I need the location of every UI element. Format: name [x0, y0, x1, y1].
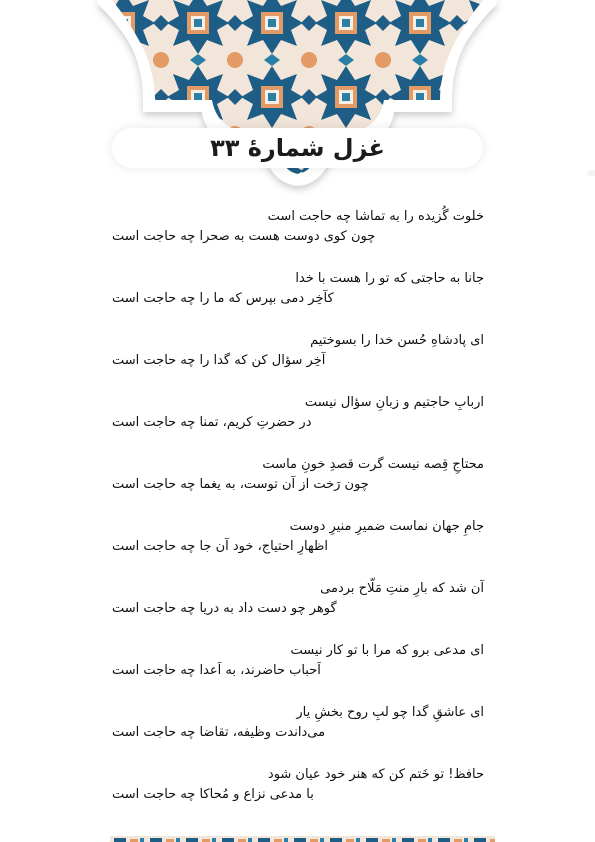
couplet: [112, 206, 484, 268]
hemistich-first: خلوت گُزیده را به تماشا چه حاجت است: [267, 209, 484, 224]
hemistich-first: جانا به حاجتی که تو را هست با خدا: [295, 271, 484, 286]
hemistich-second: آخِر سؤال کن که گدا را چه حاجت است: [112, 353, 326, 368]
couplet: [112, 702, 484, 764]
couplet: [112, 578, 484, 640]
hemistich-second: در حضرتِ کریم، تمنا چه حاجت است: [112, 415, 312, 430]
hemistich-first: آن شد که بارِ منتِ مَلّاح بردمی: [320, 581, 484, 596]
hemistich-second: چون کوی دوست هست به صحرا چه حاجت است: [112, 229, 376, 244]
couplet: [112, 268, 484, 330]
hemistich-first: اربابِ حاجتیم و زبانِ سؤال نیست: [304, 395, 484, 410]
bottom-tile-strip: [110, 836, 495, 842]
poem: [112, 206, 484, 826]
hemistich-first: حافظ! تو خَتم کن که هنر خود عیان شود: [267, 767, 484, 782]
hemistich-second: کآخِر دمی بپرس که ما را چه حاجت است: [112, 291, 334, 306]
couplet: [112, 392, 484, 454]
couplet: [112, 454, 484, 516]
hemistich-first: جامِ جهان نماست ضمیرِ منیرِ دوست: [289, 519, 484, 534]
hemistich-second: اَحباب حاضرند، به اَعدا چه حاجت است: [112, 663, 321, 678]
hemistich-first: محتاجِ قِصه نیست گرت قصدِ خونِ ماست: [262, 457, 484, 472]
couplet: [112, 516, 484, 578]
couplet: [112, 640, 484, 702]
side-mark: [587, 170, 595, 176]
hemistich-first: ای عاشقِ گدا چو لبِ روح بخشِ یار: [296, 705, 484, 720]
hemistich-first: ای پادشاهِ حُسن خدا را بسوختیم: [310, 333, 484, 348]
hemistich-first: ای مدعی برو که مرا با تو کار نیست: [290, 643, 484, 658]
couplet: [112, 764, 484, 826]
hemistich-second: با مدعی نزاع و مُحاکا چه حاجت است: [112, 787, 314, 802]
couplet: [112, 330, 484, 392]
hemistich-second: چون رَخت از آن توست، به یغما چه حاجت است: [112, 477, 369, 492]
hemistich-second: گوهر چو دست داد به دریا چه حاجت است: [112, 601, 337, 616]
islamic-tile-pattern-icon: [0, 0, 595, 200]
page-title: غزل شمارهٔ ۳۳: [210, 134, 385, 162]
hemistich-second: می‌داندت وظیفه، تقاضا چه حاجت است: [112, 725, 326, 740]
hemistich-second: اظهارِ احتیاج، خود آن جا چه حاجت است: [112, 539, 328, 554]
